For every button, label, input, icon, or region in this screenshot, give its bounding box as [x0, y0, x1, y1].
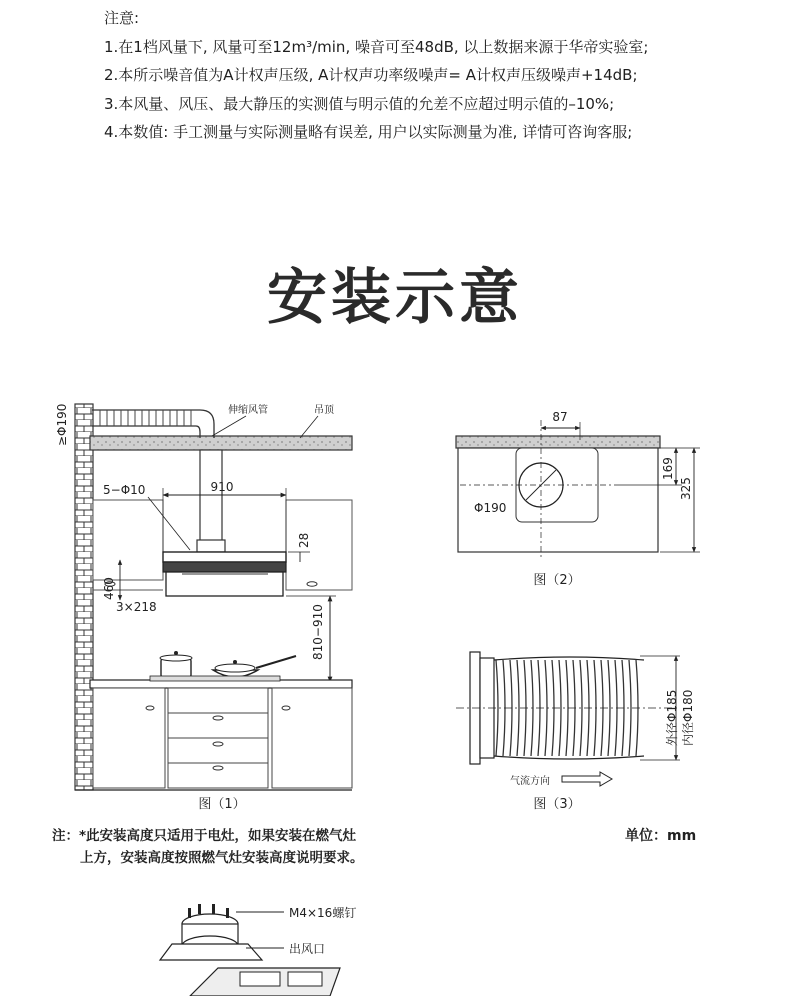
ceiling-slab: [90, 436, 352, 450]
duct-rib: [608, 660, 610, 756]
wok-icon: [213, 656, 296, 677]
label-m4-screw: M4×16螺钉: [289, 906, 357, 920]
brick-wall: [75, 404, 93, 790]
dim-325: 325: [679, 477, 693, 500]
flex-duct: [92, 410, 214, 438]
duct-rib: [566, 660, 568, 756]
figure-3-flex-duct: [456, 652, 695, 812]
label-airflow: 气流方向: [510, 776, 550, 787]
dim-3x218: 3×218: [116, 600, 157, 614]
caption-figure-2: 图（2）: [533, 573, 581, 588]
note-line-1: 1.在1档风量下, 风量可至12m³/min, 噪音可至48dB, 以上数据来源于华帝实验室;: [104, 37, 649, 56]
dim-460: 460: [102, 577, 116, 600]
duct-rib: [517, 660, 519, 756]
section-title: 安装示意: [267, 263, 523, 333]
dim-5-phi10: 5−Φ10: [103, 483, 146, 497]
dim-910: 910: [210, 480, 234, 494]
duct-rib: [496, 660, 498, 756]
figure-1-kitchen: [55, 403, 352, 812]
unit-label: 单位：mm: [625, 828, 697, 844]
dim-810-910: 810−910: [311, 604, 325, 660]
dim-28: 28: [297, 532, 311, 548]
wall-cabinet-left: [93, 500, 163, 580]
pot-icon: [160, 651, 192, 678]
footnote-line-2: 上方，安装高度按照燃气灶安装高度说明要求。: [80, 850, 364, 866]
caption-figure-3: 图（3）: [533, 797, 581, 812]
install-footnote: [52, 825, 364, 869]
dim-ceiling-phi190: ≥Φ190: [55, 403, 69, 446]
duct-top-edge: [494, 657, 644, 660]
figure-4-outlet: [160, 904, 356, 996]
duct-bottom-edge: [494, 756, 644, 759]
wall-cabinet-right: [286, 500, 352, 590]
cooktop: [150, 676, 280, 681]
dim-phi190: Φ190: [474, 501, 507, 515]
dim-169: 169: [661, 457, 675, 480]
footnote-line-1: 注：*此安装高度只适用于电灶，如果安装在燃气灶: [52, 828, 357, 844]
airflow-arrow-icon: [562, 772, 612, 786]
dim-87: 87: [552, 410, 568, 424]
label-flex-duct: 伸缩风管: [228, 405, 268, 416]
base-cabinets: [93, 688, 352, 788]
range-hood: [163, 552, 286, 596]
duct-rib: [629, 660, 631, 756]
dim-outer-phi185: 外径Φ185: [665, 689, 679, 746]
caption-figure-1: 图（1）: [198, 797, 246, 812]
notes-heading: 注意:: [104, 9, 140, 27]
note-line-4: 4.本数值: 手工测量与实际测量略有误差, 用户以实际测量为准, 详情可咨询客服;: [104, 123, 633, 141]
label-outlet: 出风口: [289, 942, 326, 956]
dim-inner-phi180: 内径Φ180: [681, 689, 695, 746]
label-ceiling: 吊顶: [314, 405, 334, 416]
vertical-duct: [200, 450, 222, 542]
duct-rib: [545, 660, 547, 756]
note-line-2: 2.本所示噪音值为A计权声压级, A计权声功率级噪声= A计权声压级噪声+14dB;: [104, 66, 638, 84]
note-line-3: 3.本风量、风压、最大静压的实测值与明示值的允差不应超过明示值的–10%;: [104, 94, 615, 113]
figure-2-ceiling-hole: [456, 410, 700, 588]
